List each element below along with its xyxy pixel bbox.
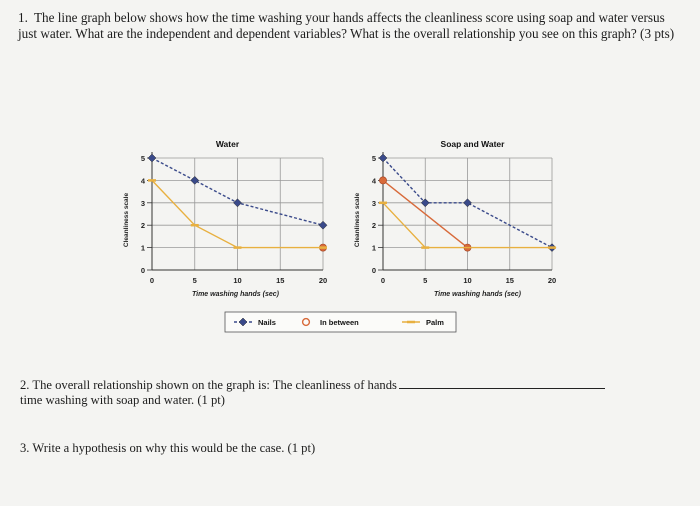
y-tick-label: 3 <box>371 198 377 208</box>
data-point-nails <box>319 221 327 229</box>
x-tick-label: 5 <box>192 276 197 285</box>
data-point-nails <box>148 154 156 162</box>
x-tick-label: 15 <box>505 276 514 285</box>
legend-label: Palm <box>426 318 444 327</box>
x-tick-label: 5 <box>423 276 428 285</box>
x-tick-label: 0 <box>149 276 155 285</box>
question-3-text: Write a hypothesis on why this would be the case. (1 pt) <box>32 441 316 455</box>
question-2 <box>20 376 680 407</box>
y-tick-label: 1 <box>140 243 146 253</box>
data-point-nails <box>191 176 199 184</box>
question-1-number: 1. <box>18 10 28 25</box>
chart-title: Soap and Water <box>440 139 505 149</box>
y-tick-label: 0 <box>140 266 146 275</box>
question-2-line-2: time washing with soap and water. (1 pt) <box>20 392 225 407</box>
chart-legend <box>225 312 456 332</box>
data-point-in-between <box>379 177 386 184</box>
x-tick-label: 20 <box>547 276 557 285</box>
chart-1 <box>123 139 327 298</box>
x-tick-label: 10 <box>233 276 242 285</box>
y-tick-label: 5 <box>371 154 377 163</box>
question-2-number: 2. <box>20 378 30 392</box>
question-3-number: 3. <box>20 441 30 455</box>
y-tick-label: 3 <box>140 198 146 208</box>
x-tick-label: 15 <box>276 276 285 285</box>
question-2-line-1: The overall relationship shown on the graph is: The cleanliness of hands <box>32 378 397 392</box>
x-tick-label: 0 <box>380 276 386 285</box>
y-tick-label: 0 <box>371 266 377 275</box>
y-tick-label: 1 <box>371 243 377 253</box>
answer-blank[interactable] <box>399 376 605 389</box>
x-axis-label: Time washing hands (sec) <box>191 291 280 298</box>
chart-title: Water <box>215 139 240 149</box>
chart-2 <box>354 139 556 298</box>
question-1-text: The line graph below shows how the time washing your hands affects the cleanliness score using soap and water versus just water. What are the independent and dependent variables? What is the overall relationship you see on this graph? (3 pts) <box>18 10 675 41</box>
question-3 <box>20 441 315 456</box>
data-point-nails <box>234 199 242 207</box>
y-tick-label: 2 <box>371 221 377 231</box>
y-tick-label: 4 <box>140 176 146 186</box>
legend-label: Nails <box>258 318 276 327</box>
y-tick-label: 5 <box>140 154 146 163</box>
x-axis-label: Time washing hands (sec) <box>433 291 522 298</box>
y-tick-label: 4 <box>371 176 377 186</box>
x-tick-label: 20 <box>318 276 328 285</box>
y-tick-label: 2 <box>140 221 146 231</box>
data-point-nails <box>379 154 387 162</box>
y-axis-label: Cleanliness scale <box>123 192 130 248</box>
legend-label: In between <box>320 318 359 327</box>
data-point-nails <box>464 199 472 207</box>
y-axis-label: Cleanliness scale <box>354 192 361 248</box>
x-tick-label: 10 <box>463 276 472 285</box>
